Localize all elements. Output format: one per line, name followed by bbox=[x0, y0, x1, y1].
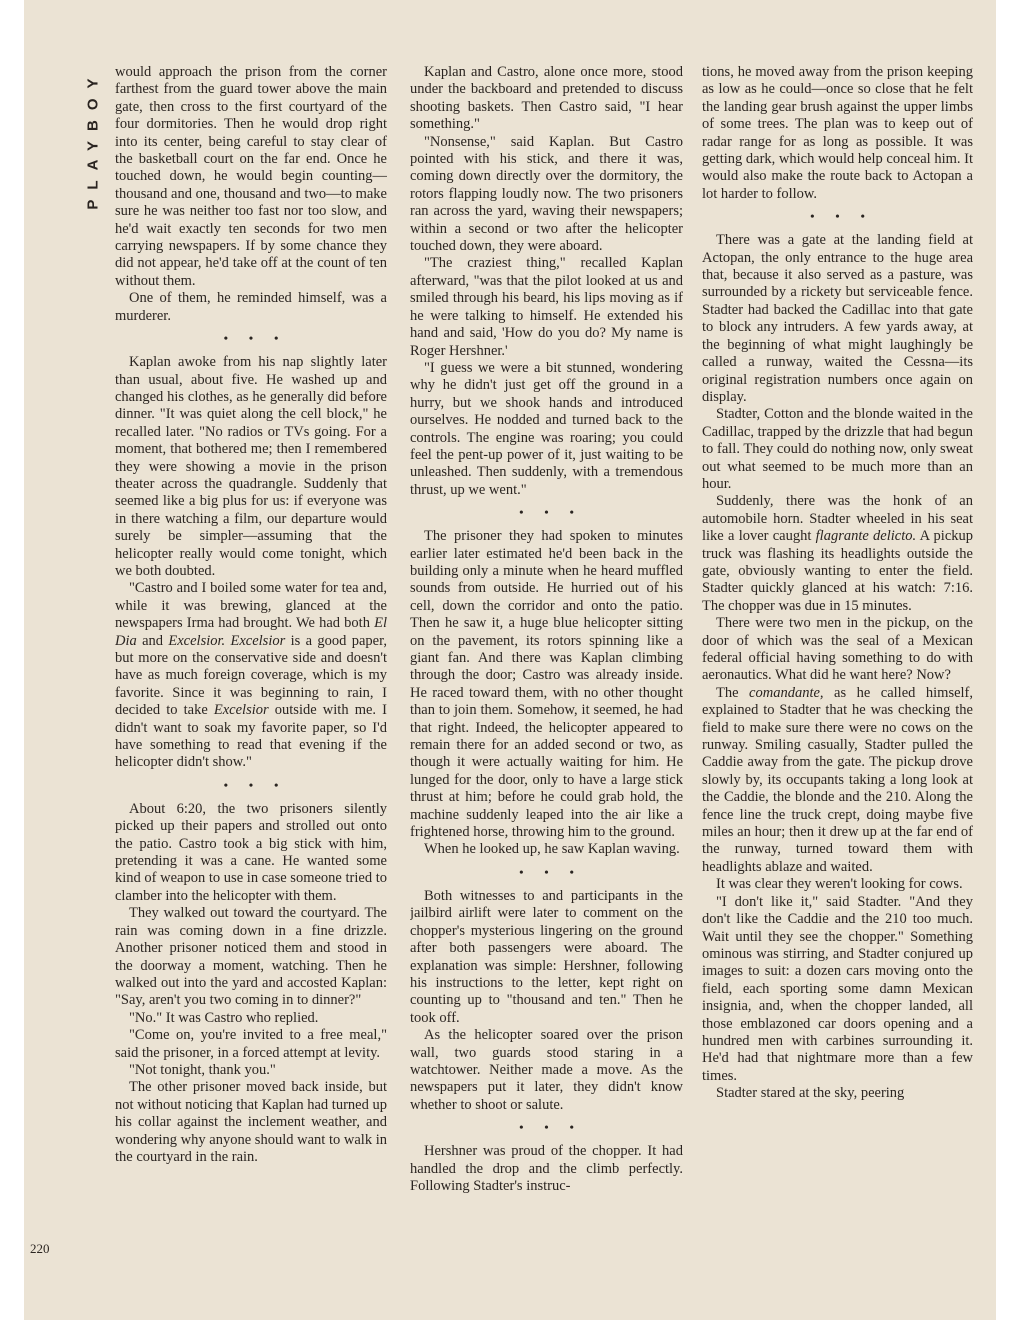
paragraph: Stadter, Cotton and the blonde waited in the Cadillac, trapped by the drizzle that had begun to fall. They could do nothing now, only sweat out what seemed to be much more than an hour. bbox=[702, 406, 973, 492]
text-column-2 bbox=[410, 64, 683, 1270]
paragraph: The prisoner they had spoken to minutes earlier later estimated he'd been back in the building only a minute when he heard muffled sounds from outside. He hurried out of his cell, down the corridor and onto the patio. Then he saw it, a huge blue helicopter sitting on the pavement, its rotors spinning like a giant fan. And there was Kaplan climbing through the door; Castro was already inside. He raced toward them, with no other thought than to join them. Somehow, it seemed, he had that right. Indeed, the helicopter appeared to remain there for an added second or two, as though it were actually waiting for him. He lunged for the door, only to have a large stick thrust at him; before he could grab hold, the machine suddenly leaped into the air like a frightened horse, throwing him to the ground. bbox=[410, 528, 683, 841]
paragraph: Both witnesses to and participants in the jailbird airlift were later to comment on the chopper's mysterious lingering on the ground after both passengers were aboard. The explanation was simple: Hershner, following his instructions to the letter, kept right on counting up to "thousand and ten." Then he took off. bbox=[410, 887, 683, 1026]
paragraph: The comandante, as he called himself, explained to Stadter that he was checking the field to make sure there were no cows on the runway. Smiling casually, Stadter pulled the Caddie away from the gate. The pickup drove slowly by, its occupants taking a long look at the Caddie, the blonde and the 210. Along the fence line the truck crept, doing maybe five miles an hour; then it drew up at the far end of the runway, turned toward them with headlights ablaze and waited. bbox=[702, 684, 973, 875]
text-column-3 bbox=[702, 64, 973, 1270]
paragraph: As the helicopter soared over the prison wall, two guards stood staring in a watchtower. Neither made a move. As the newspapers put it later, they didn't know whether to shoot or salute. bbox=[410, 1027, 683, 1113]
paragraph: "I don't like it," said Stadter. "And they don't like the Caddie and the 210 too much. Wait until they see the chopper." Something ominous was stirring, and Stadter conjured up images to suit: a dozen cars moving onto the field, each sporting some damn Mexican insignia, and, when the chopper landed, all those emblazoned car doors opening and a hundred men with carbines surrounding it. He'd had that nightmare more than a few times. bbox=[702, 893, 973, 1084]
paragraph: tions, he moved away from the prison keeping as low as he could—once so close that he felt the landing gear brush against the upper limbs of some trees. The plan was to keep out of radar range for as long as possible. It was getting dark, which would help conceal him. It would also make the route back to Actopan a lot harder to follow. bbox=[702, 64, 973, 202]
paragraph: "Castro and I boiled some water for tea and, while it was brewing, glanced at the newspapers Irma had brought. We had both El Dia and Excelsior. Excelsior is a good paper, but more on the conservative side and doesn't have as much foreign coverage, which is my favorite. Since it was beginning to rain, I decided to take Excelsior outside with me. I didn't want to soak my favorite paper, so I'd have something to read that evening if the helicopter didn't show." bbox=[115, 580, 387, 771]
paragraph: "The craziest thing," recalled Kaplan afterward, "was that the pilot looked at us and smiled through his beard, his lips moving as if he were talking to himself. He extended his hand and said, 'How do you do? My name is Roger Hershner.' bbox=[410, 255, 683, 359]
paragraph: Suddenly, there was the honk of an automobile horn. Stadter wheeled in his seat like a lover caught flagrante delicto. A pickup truck was flashing its headlights outside the gate, obviously wanting to enter the field. Stadter quickly glanced at his watch: 7:16. The chopper was due in 15 minutes. bbox=[702, 493, 973, 614]
paragraph: "Come on, you're invited to a free meal," said the prisoner, in a forced attempt at levity. bbox=[115, 1027, 387, 1061]
magazine-name: PLAYBOY bbox=[84, 68, 102, 210]
paragraph: Kaplan awoke from his nap slightly later than usual, about five. He washed up and changed his clothes, as he generally did before dinner. "It was quiet along the cell block," he recalled later. "No radios or TVs going. For a moment, that bothered me; then I remembered they were showing a movie in the prison theater across the quadrangle. Suddenly that seemed like a big plus for us: if everyone was in there watching a film, our departure would surely be simpler—assuming that the helicopter really would come tonight, which we both doubted. bbox=[115, 354, 387, 579]
section-break: • • • bbox=[519, 864, 583, 879]
paragraph: They walked out toward the courtyard. The rain was coming down in a fine drizzle. Another prisoner noticed them and stood in the doorway a moment, watching. Then he walked out into the yard and accosted Kaplan: "Say, aren't you two coming in to dinner?" bbox=[115, 905, 387, 1009]
paragraph: would approach the prison from the corner farthest from the guard tower above the main gate, then cross to the first courtyard of the four dormitories. Then he would drop right into its center, being careful to stay clear of the basketball court on the far end. Once he touched down, he would begin counting—thousand and one, thousand and two—to make sure he was neither too fast nor too slow, and he'd wait exactly ten seconds for two men carrying newspapers. If by some chance they did not appear, he'd take off at the count of ten without them. bbox=[115, 64, 387, 289]
paragraph: Kaplan and Castro, alone once more, stood under the backboard and pretended to discuss shooting baskets. Then Castro said, "I hear something." bbox=[410, 64, 683, 133]
paragraph: About 6:20, the two prisoners silently picked up their papers and strolled out onto the patio. Castro took a big stick with him, pretending it was a cane. He wanted some kind of weapon to use in case someone tried to clamber into the helicopter with them. bbox=[115, 800, 387, 904]
section-break: • • • bbox=[519, 1120, 583, 1135]
paragraph: "Nonsense," said Kaplan. But Castro pointed with his stick, and there it was, coming down directly over the dormitory, the rotors flapping loudly now. The two prisoners ran across the yard, waving their newspapers; within a second or two after the helicopter touched down, they were aboard. bbox=[410, 133, 683, 255]
magazine-name-vertical bbox=[78, 64, 108, 214]
section-break: • • • bbox=[223, 331, 288, 346]
paragraph: "No." It was Castro who replied. bbox=[129, 1009, 319, 1026]
paragraph: There were two men in the pickup, on the door of which was the seal of a Mexican federal official having something to do with aeronautics. What did he want here? Now? bbox=[702, 615, 973, 684]
paragraph: It was clear they weren't looking for cows. bbox=[716, 876, 963, 893]
page-number: 220 bbox=[30, 1241, 50, 1256]
paragraph: There was a gate at the landing field at Actopan, the only entrance to the huge area that, because it also served as a pasture, was surrounded by a rickety but serviceable fence. Stadter had backed the Cadillac into that gate to block any intruders. A few yards away, at the beginning of what might laughingly be called a runway, waited the Cessna—its original registration numbers once again on display. bbox=[702, 232, 973, 405]
paragraph: Stadter stared at the sky, peering bbox=[716, 1085, 905, 1102]
section-break: • • • bbox=[810, 209, 874, 224]
section-break: • • • bbox=[519, 505, 583, 520]
paragraph: "I guess we were a bit stunned, wondering why he didn't just get off the ground in a hurry, but we shook hands and introduced ourselves. He nodded and turned back to the controls. The engine was roaring; you could feel the pent-up power of it, just waiting to be unleashed. Then suddenly, with a tremendous thrust, up we went." bbox=[410, 359, 683, 498]
section-break: • • • bbox=[223, 777, 288, 792]
paragraph: Hershner was proud of the chopper. It had handled the drop and the climb perfectly. Following Stadter's instruc- bbox=[410, 1143, 683, 1194]
paragraph: One of them, he reminded himself, was a murderer. bbox=[115, 290, 387, 324]
paragraph: "Not tonight, thank you." bbox=[129, 1061, 276, 1078]
text-column-1 bbox=[115, 64, 387, 1270]
paragraph: When he looked up, he saw Kaplan waving. bbox=[424, 841, 680, 858]
paragraph: The other prisoner moved back inside, but not without noticing that Kaplan had turned up his collar against the inclement weather, and wondering why anyone should want to walk in the courtyard in the rain. bbox=[115, 1079, 387, 1165]
magazine-page bbox=[24, 0, 996, 1320]
